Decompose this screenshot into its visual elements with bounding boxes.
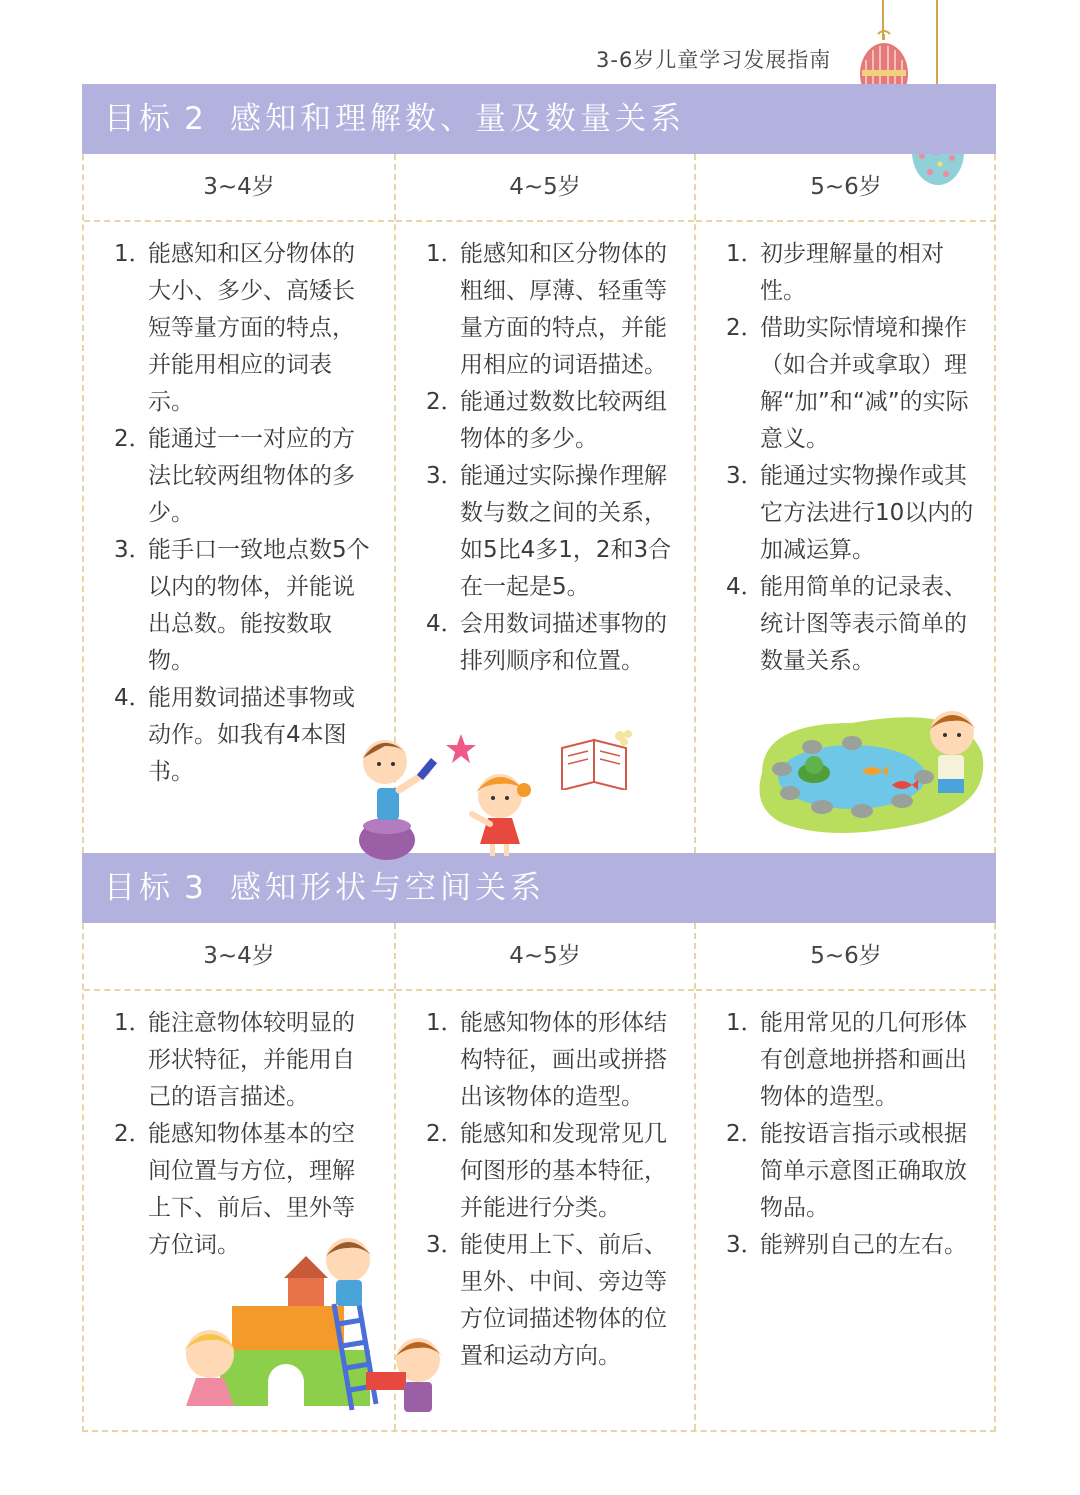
list-item: 4． 能用简单的记录表、统计图等表示简单的数量关系。	[726, 574, 967, 674]
age-header: 4~5岁	[396, 923, 694, 991]
girl-illustration	[462, 770, 542, 858]
running-head: 3-6岁儿童学习发展指南	[596, 48, 832, 72]
list-item: 1． 能注意物体较明显的形状特征，并能用自己的语言描述。	[114, 1010, 355, 1110]
list-item: 2． 能通过一一对应的方法比较两组物体的多少。	[114, 426, 355, 526]
age-column	[694, 923, 996, 1430]
age-header: 4~5岁	[396, 154, 694, 222]
goal-number: 3	[184, 870, 208, 906]
list-item: 2． 能按语言指示或根据简单示意图正确取放物品。	[726, 1121, 967, 1221]
list-item: 1． 能用常见的几何形体有创意地拼搭和画出物体的造型。	[726, 1010, 967, 1110]
list-item: 2． 借助实际情境和操作（如合并或拿取）理解“加”和“减”的实际意义。	[726, 315, 969, 452]
age-header: 3~4岁	[84, 154, 394, 222]
age-column	[84, 154, 394, 853]
list-item: 4． 能用数词描述事物或动作。如我有4本图书。	[114, 685, 355, 785]
list-item: 2． 能通过数数比较两组物体的多少。	[426, 389, 667, 452]
goal-label: 目标	[104, 101, 174, 137]
goal-title: 感知和理解数、量及数量关系	[230, 101, 685, 137]
list-item: 1． 能感知和区分物体的大小、多少、高矮长短等量方面的特点，并能用相应的词表示。	[114, 241, 355, 415]
age-header: 5~6岁	[696, 154, 996, 222]
goal-banner	[82, 84, 996, 154]
goal-banner	[82, 853, 996, 923]
pond-illustration	[752, 703, 990, 835]
list-item: 3． 能通过实际操作理解数与数之间的关系，如5比4多1，2和3合在一起是5。	[426, 463, 672, 600]
list-item: 3． 能辨别自己的左右。	[726, 1232, 967, 1258]
age-header: 5~6岁	[696, 923, 996, 991]
child-drawing-illustration	[355, 728, 445, 862]
building-blocks-illustration	[172, 1234, 448, 1424]
goal-title: 感知形状与空间关系	[230, 870, 545, 906]
list-item: 1． 能感知和区分物体的粗细、厚薄、轻重等量方面的特点，并能用相应的词语描述。	[426, 241, 667, 378]
list-item: 3． 能手口一致地点数5个以内的物体，并能说出总数。能按数取物。	[114, 537, 370, 674]
list-item: 3． 能通过实物操作或其它方法进行10以内的加减运算。	[726, 463, 974, 563]
star-icon	[444, 732, 478, 766]
age-header: 3~4岁	[84, 923, 394, 991]
list-item: 2． 能感知和发现常见几何图形的基本特征，并能进行分类。	[426, 1121, 667, 1221]
goal-number: 2	[184, 101, 208, 137]
open-book-icon	[558, 728, 636, 790]
list-item: 3． 能使用上下、前后、里外、中间、旁边等方位词描述物体的位置和运动方向。	[426, 1232, 667, 1369]
list-item: 2． 能感知物体基本的空间位置与方位，理解上下、前后、里外等方位词。	[114, 1121, 355, 1258]
goal-label: 目标	[104, 870, 174, 906]
list-item: 1． 初步理解量的相对性。	[726, 241, 944, 304]
list-item: 1． 能感知物体的形体结构特征，画出或拼搭出该物体的造型。	[426, 1010, 667, 1110]
list-item: 4． 会用数词描述事物的排列顺序和位置。	[426, 611, 667, 674]
